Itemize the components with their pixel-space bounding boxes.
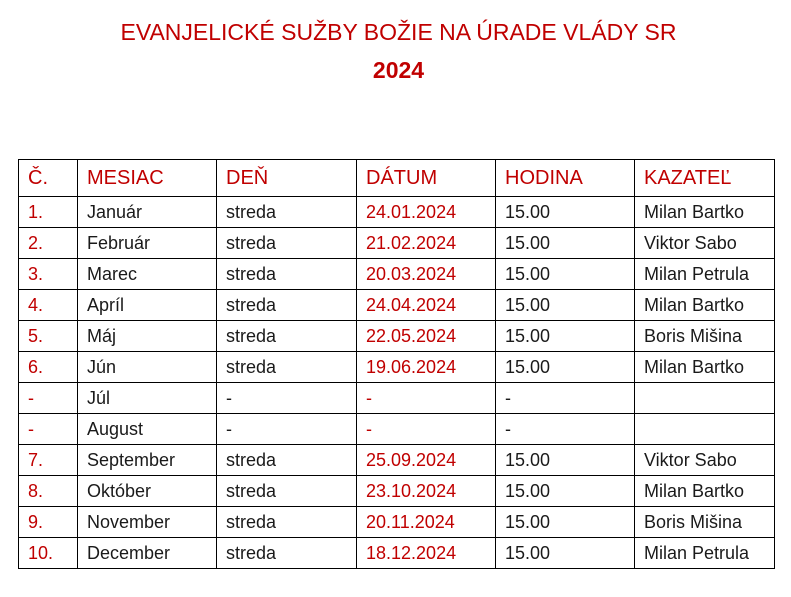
cell-month: Apríl	[78, 290, 217, 321]
document-year: 2024	[372, 57, 425, 83]
cell-time: 15.00	[496, 197, 635, 228]
cell-preacher: Viktor Sabo	[635, 228, 775, 259]
cell-day: -	[217, 383, 357, 414]
table-row	[19, 414, 775, 445]
column-header-month: MESIAC	[78, 160, 217, 197]
cell-day: streda	[217, 259, 357, 290]
cell-number: 2.	[19, 228, 78, 259]
cell-preacher	[635, 414, 775, 445]
cell-number: 3.	[19, 259, 78, 290]
cell-number: 4.	[19, 290, 78, 321]
cell-preacher: Boris Mišina	[635, 321, 775, 352]
cell-month: Máj	[78, 321, 217, 352]
table-row	[19, 476, 775, 507]
cell-month: Jún	[78, 352, 217, 383]
cell-number: -	[19, 383, 78, 414]
cell-day: streda	[217, 290, 357, 321]
cell-preacher: Viktor Sabo	[635, 445, 775, 476]
cell-preacher: Boris Mišina	[635, 507, 775, 538]
cell-date: 20.11.2024	[357, 507, 496, 538]
cell-day: streda	[217, 352, 357, 383]
cell-date: 21.02.2024	[357, 228, 496, 259]
cell-date: -	[357, 414, 496, 445]
cell-number: 9.	[19, 507, 78, 538]
cell-time: 15.00	[496, 507, 635, 538]
cell-day: streda	[217, 445, 357, 476]
schedule-body	[19, 197, 775, 569]
cell-time: -	[496, 414, 635, 445]
cell-month: Júl	[78, 383, 217, 414]
table-row	[19, 352, 775, 383]
cell-number: -	[19, 414, 78, 445]
cell-date: 24.04.2024	[357, 290, 496, 321]
cell-number: 8.	[19, 476, 78, 507]
cell-date: 19.06.2024	[357, 352, 496, 383]
schedule-table	[18, 159, 775, 569]
table-row	[19, 538, 775, 569]
cell-date: 25.09.2024	[357, 445, 496, 476]
cell-month: December	[78, 538, 217, 569]
cell-preacher: Milan Petrula	[635, 538, 775, 569]
cell-preacher: Milan Bartko	[635, 352, 775, 383]
table-row	[19, 259, 775, 290]
cell-day: streda	[217, 538, 357, 569]
column-header-date: DÁTUM	[357, 160, 496, 197]
cell-preacher: Milan Bartko	[635, 197, 775, 228]
cell-day: -	[217, 414, 357, 445]
cell-month: Február	[78, 228, 217, 259]
table-row	[19, 507, 775, 538]
cell-date: 23.10.2024	[357, 476, 496, 507]
table-row	[19, 321, 775, 352]
column-header-preacher: KAZATEĽ	[635, 160, 775, 197]
table-row	[19, 445, 775, 476]
cell-number: 6.	[19, 352, 78, 383]
column-header-day: DEŇ	[217, 160, 357, 197]
cell-preacher: Milan Petrula	[635, 259, 775, 290]
cell-month: Október	[78, 476, 217, 507]
cell-time: 15.00	[496, 259, 635, 290]
cell-number: 7.	[19, 445, 78, 476]
cell-time: 15.00	[496, 538, 635, 569]
table-row	[19, 383, 775, 414]
cell-month: Január	[78, 197, 217, 228]
cell-day: streda	[217, 228, 357, 259]
cell-preacher: Milan Bartko	[635, 290, 775, 321]
cell-month: Marec	[78, 259, 217, 290]
cell-time: 15.00	[496, 352, 635, 383]
table-row	[19, 197, 775, 228]
column-header-time: HODINA	[496, 160, 635, 197]
cell-date: -	[357, 383, 496, 414]
cell-number: 5.	[19, 321, 78, 352]
cell-date: 20.03.2024	[357, 259, 496, 290]
cell-preacher	[635, 383, 775, 414]
cell-time: 15.00	[496, 321, 635, 352]
cell-time: 15.00	[496, 228, 635, 259]
column-header-number: Č.	[19, 160, 78, 197]
cell-day: streda	[217, 197, 357, 228]
cell-time: 15.00	[496, 445, 635, 476]
table-row	[19, 228, 775, 259]
cell-day: streda	[217, 321, 357, 352]
cell-number: 10.	[19, 538, 78, 569]
cell-day: streda	[217, 507, 357, 538]
cell-date: 18.12.2024	[357, 538, 496, 569]
cell-time: 15.00	[496, 476, 635, 507]
cell-preacher: Milan Bartko	[635, 476, 775, 507]
cell-number: 1.	[19, 197, 78, 228]
table-header-row	[19, 160, 775, 197]
cell-day: streda	[217, 476, 357, 507]
cell-time: -	[496, 383, 635, 414]
document-title: EVANJELICKÉ SUŽBY BOŽIE NA ÚRADE VLÁDY SR	[120, 19, 677, 45]
cell-date: 24.01.2024	[357, 197, 496, 228]
cell-month: November	[78, 507, 217, 538]
cell-date: 22.05.2024	[357, 321, 496, 352]
cell-time: 15.00	[496, 290, 635, 321]
table-row	[19, 290, 775, 321]
cell-month: September	[78, 445, 217, 476]
cell-month: August	[78, 414, 217, 445]
